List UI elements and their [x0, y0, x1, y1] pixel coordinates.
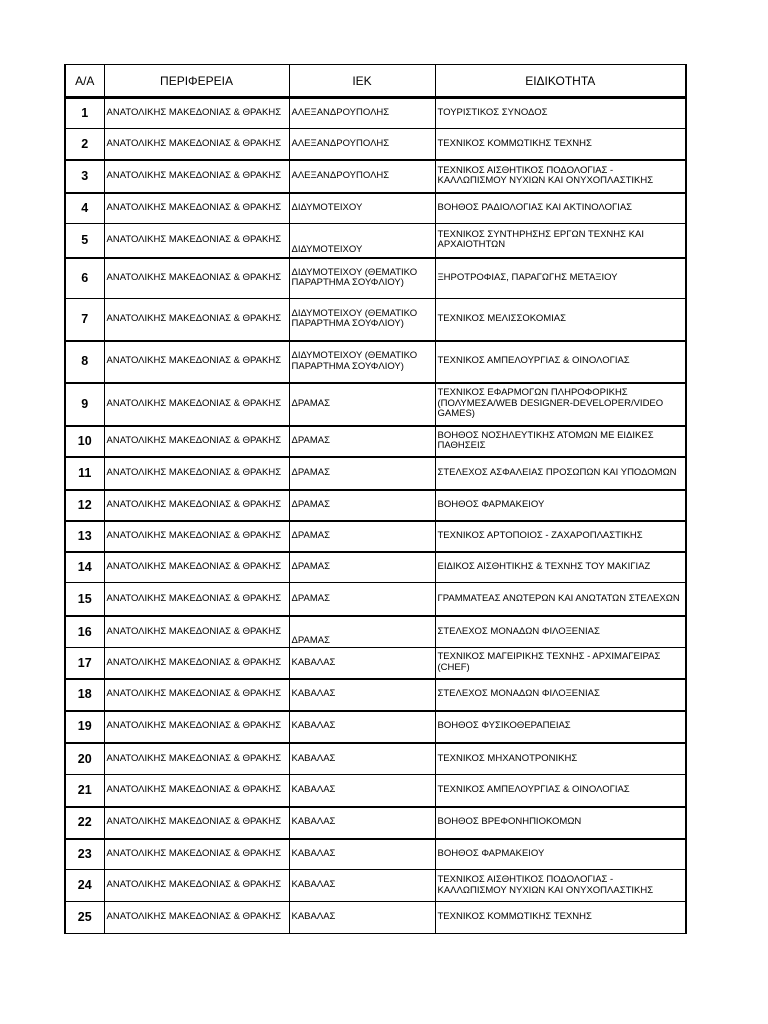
row-region: ΑΝΑΤΟΛΙΚΗΣ ΜΑΚΕΔΟΝΙΑΣ & ΘΡΑΚΗΣ — [104, 258, 289, 299]
row-region: ΑΝΑΤΟΛΙΚΗΣ ΜΑΚΕΔΟΝΙΑΣ & ΘΡΑΚΗΣ — [104, 870, 289, 902]
row-region: ΑΝΑΤΟΛΙΚΗΣ ΜΑΚΕΔΟΝΙΑΣ & ΘΡΑΚΗΣ — [104, 679, 289, 711]
row-specialty: ΒΟΗΘΟΣ ΡΑΔΙΟΛΟΓΙΑΣ ΚΑΙ ΑΚΤΙΝΟΛΟΓΙΑΣ — [435, 193, 686, 224]
row-specialty: ΤΕΧΝΙΚΟΣ ΣΥΝΤΗΡΗΣΗΣ ΕΡΓΩΝ ΤΕΧΝΗΣ ΚΑΙ ΑΡΧΑΙΟΤΗΤΩΝ — [435, 224, 686, 258]
row-iek: ΔΡΑΜΑΣ — [289, 426, 435, 457]
table-row — [65, 490, 686, 521]
table-row — [65, 552, 686, 583]
header-aa: Α/Α — [65, 65, 104, 98]
table-row — [65, 616, 686, 648]
row-number: 5 — [65, 224, 104, 258]
row-region: ΑΝΑΤΟΛΙΚΗΣ ΜΑΚΕΔΟΝΙΑΣ & ΘΡΑΚΗΣ — [104, 129, 289, 160]
row-number: 19 — [65, 711, 104, 743]
row-specialty: ΒΟΗΘΟΣ ΦΑΡΜΑΚΕΙΟΥ — [435, 839, 686, 870]
table-row — [65, 258, 686, 299]
row-region: ΑΝΑΤΟΛΙΚΗΣ ΜΑΚΕΔΟΝΙΑΣ & ΘΡΑΚΗΣ — [104, 743, 289, 775]
row-iek: ΚΑΒΑΛΑΣ — [289, 839, 435, 870]
row-number: 22 — [65, 807, 104, 839]
table-row — [65, 711, 686, 743]
row-iek: ΔΡΑΜΑΣ — [289, 552, 435, 583]
row-iek: ΚΑΒΑΛΑΣ — [289, 711, 435, 743]
row-specialty: ΤΕΧΝΙΚΟΣ ΑΡΤΟΠΟΙΟΣ - ΖΑΧΑΡΟΠΛΑΣΤΙΚΗΣ — [435, 521, 686, 552]
row-specialty: ΤΕΧΝΙΚΟΣ ΑΙΣΘΗΤΙΚΟΣ ΠΟΔΟΛΟΓΙΑΣ - ΚΑΛΛΩΠΙΣΜΟΥ ΝΥΧΙΩΝ ΚΑΙ ΟΝΥΧΟΠΛΑΣΤΙΚΗΣ — [435, 870, 686, 902]
row-specialty: ΤΟΥΡΙΣΤΙΚΟΣ ΣΥΝΟΔΟΣ — [435, 98, 686, 129]
row-specialty: ΒΟΗΘΟΣ ΦΑΡΜΑΚΕΙΟΥ — [435, 490, 686, 521]
table-row — [65, 341, 686, 383]
row-region: ΑΝΑΤΟΛΙΚΗΣ ΜΑΚΕΔΟΝΙΑΣ & ΘΡΑΚΗΣ — [104, 457, 289, 490]
table-row — [65, 160, 686, 193]
row-region: ΑΝΑΤΟΛΙΚΗΣ ΜΑΚΕΔΟΝΙΑΣ & ΘΡΑΚΗΣ — [104, 341, 289, 383]
row-specialty: ΒΟΗΘΟΣ ΦΥΣΙΚΟΘΕΡΑΠΕΙΑΣ — [435, 711, 686, 743]
row-region: ΑΝΑΤΟΛΙΚΗΣ ΜΑΚΕΔΟΝΙΑΣ & ΘΡΑΚΗΣ — [104, 711, 289, 743]
row-iek: ΚΑΒΑΛΑΣ — [289, 807, 435, 839]
row-number: 13 — [65, 521, 104, 552]
row-number: 1 — [65, 98, 104, 129]
row-specialty: ΣΤΕΛΕΧΟΣ ΜΟΝΑΔΩΝ ΦΙΛΟΞΕΝΙΑΣ — [435, 679, 686, 711]
row-iek: ΔΡΑΜΑΣ — [289, 383, 435, 426]
row-specialty: ΤΕΧΝΙΚΟΣ ΑΙΣΘΗΤΙΚΟΣ ΠΟΔΟΛΟΓΙΑΣ - ΚΑΛΛΩΠΙΣΜΟΥ ΝΥΧΙΩΝ ΚΑΙ ΟΝΥΧΟΠΛΑΣΤΙΚΗΣ — [435, 160, 686, 193]
row-number: 6 — [65, 258, 104, 299]
row-iek: ΔΙΔΥΜΟΤΕΙΧΟΥ — [289, 224, 435, 258]
row-iek: ΚΑΒΑΛΑΣ — [289, 870, 435, 902]
row-iek: ΔΙΔΥΜΟΤΕΙΧΟΥ — [289, 193, 435, 224]
table-row — [65, 383, 686, 426]
row-number: 21 — [65, 775, 104, 807]
row-iek: ΔΙΔΥΜΟΤΕΙΧΟΥ (ΘΕΜΑΤΙΚΟ ΠΑΡΑΡΤΗΜΑ ΣΟΥΦΛΙΟΥ) — [289, 299, 435, 341]
row-number: 16 — [65, 616, 104, 648]
header-region: ΠΕΡΙΦΕΡΕΙΑ — [104, 65, 289, 98]
table-row — [65, 743, 686, 775]
row-region: ΑΝΑΤΟΛΙΚΗΣ ΜΑΚΕΔΟΝΙΑΣ & ΘΡΑΚΗΣ — [104, 648, 289, 679]
table-row — [65, 679, 686, 711]
row-region: ΑΝΑΤΟΛΙΚΗΣ ΜΑΚΕΔΟΝΙΑΣ & ΘΡΑΚΗΣ — [104, 193, 289, 224]
row-specialty: ΤΕΧΝΙΚΟΣ ΚΟΜΜΩΤΙΚΗΣ ΤΕΧΝΗΣ — [435, 129, 686, 160]
row-region: ΑΝΑΤΟΛΙΚΗΣ ΜΑΚΕΔΟΝΙΑΣ & ΘΡΑΚΗΣ — [104, 839, 289, 870]
row-number: 3 — [65, 160, 104, 193]
table-row — [65, 775, 686, 807]
row-iek: ΑΛΕΞΑΝΔΡΟΥΠΟΛΗΣ — [289, 98, 435, 129]
row-region: ΑΝΑΤΟΛΙΚΗΣ ΜΑΚΕΔΟΝΙΑΣ & ΘΡΑΚΗΣ — [104, 426, 289, 457]
table-row — [65, 98, 686, 129]
row-specialty: ΒΟΗΘΟΣ ΝΟΣΗΛΕΥΤΙΚΗΣ ΑΤΟΜΩΝ ΜΕ ΕΙΔΙΚΕΣ ΠΑΘΗΣΕΙΣ — [435, 426, 686, 457]
row-specialty: ΓΡΑΜΜΑΤΕΑΣ ΑΝΩΤΕΡΩΝ ΚΑΙ ΑΝΩΤΑΤΩΝ ΣΤΕΛΕΧΩΝ — [435, 583, 686, 616]
row-number: 7 — [65, 299, 104, 341]
row-iek: ΑΛΕΞΑΝΔΡΟΥΠΟΛΗΣ — [289, 160, 435, 193]
table-row — [65, 870, 686, 902]
row-iek: ΔΡΑΜΑΣ — [289, 583, 435, 616]
row-specialty: ΕΙΔΙΚΟΣ ΑΙΣΘΗΤΙΚΗΣ & ΤΕΧΝΗΣ ΤΟΥ ΜΑΚΙΓΙΑΖ — [435, 552, 686, 583]
row-region: ΑΝΑΤΟΛΙΚΗΣ ΜΑΚΕΔΟΝΙΑΣ & ΘΡΑΚΗΣ — [104, 521, 289, 552]
table-row — [65, 521, 686, 552]
row-number: 12 — [65, 490, 104, 521]
row-region: ΑΝΑΤΟΛΙΚΗΣ ΜΑΚΕΔΟΝΙΑΣ & ΘΡΑΚΗΣ — [104, 583, 289, 616]
row-region: ΑΝΑΤΟΛΙΚΗΣ ΜΑΚΕΔΟΝΙΑΣ & ΘΡΑΚΗΣ — [104, 160, 289, 193]
row-iek: ΚΑΒΑΛΑΣ — [289, 679, 435, 711]
header-specialty: ΕΙΔΙΚΟΤΗΤΑ — [435, 65, 686, 98]
table-row — [65, 426, 686, 457]
table-row — [65, 807, 686, 839]
row-region: ΑΝΑΤΟΛΙΚΗΣ ΜΑΚΕΔΟΝΙΑΣ & ΘΡΑΚΗΣ — [104, 775, 289, 807]
row-specialty: ΤΕΧΝΙΚΟΣ ΚΟΜΜΩΤΙΚΗΣ ΤΕΧΝΗΣ — [435, 902, 686, 934]
row-iek: ΔΡΑΜΑΣ — [289, 457, 435, 490]
row-number: 8 — [65, 341, 104, 383]
row-specialty: ΤΕΧΝΙΚΟΣ ΕΦΑΡΜΟΓΩΝ ΠΛΗΡΟΦΟΡΙΚΗΣ (ΠΟΛΥΜΕΣΑ/WEB DESIGNER-DEVELOPER/VIDEO GAMES) — [435, 383, 686, 426]
row-specialty: ΣΤΕΛΕΧΟΣ ΑΣΦΑΛΕΙΑΣ ΠΡΟΣΩΠΩΝ ΚΑΙ ΥΠΟΔΟΜΩΝ — [435, 457, 686, 490]
row-iek: ΚΑΒΑΛΑΣ — [289, 648, 435, 679]
table-row — [65, 839, 686, 870]
row-specialty: ΤΕΧΝΙΚΟΣ ΜΑΓΕΙΡΙΚΗΣ ΤΕΧΝΗΣ - ΑΡΧΙΜΑΓΕΙΡΑΣ (CHEF) — [435, 648, 686, 679]
row-number: 20 — [65, 743, 104, 775]
row-number: 9 — [65, 383, 104, 426]
row-iek: ΔΡΑΜΑΣ — [289, 521, 435, 552]
programs-table — [64, 64, 687, 934]
row-number: 2 — [65, 129, 104, 160]
table-row — [65, 902, 686, 934]
row-specialty: ΤΕΧΝΙΚΟΣ ΜΗΧΑΝΟΤΡΟΝΙΚΗΣ — [435, 743, 686, 775]
table-header-row — [65, 65, 686, 98]
row-number: 11 — [65, 457, 104, 490]
row-specialty: ΒΟΗΘΟΣ ΒΡΕΦΟΝΗΠΙΟΚΟΜΩΝ — [435, 807, 686, 839]
row-region: ΑΝΑΤΟΛΙΚΗΣ ΜΑΚΕΔΟΝΙΑΣ & ΘΡΑΚΗΣ — [104, 490, 289, 521]
row-iek: ΚΑΒΑΛΑΣ — [289, 743, 435, 775]
row-region: ΑΝΑΤΟΛΙΚΗΣ ΜΑΚΕΔΟΝΙΑΣ & ΘΡΑΚΗΣ — [104, 98, 289, 129]
row-number: 14 — [65, 552, 104, 583]
row-region: ΑΝΑΤΟΛΙΚΗΣ ΜΑΚΕΔΟΝΙΑΣ & ΘΡΑΚΗΣ — [104, 383, 289, 426]
table-row — [65, 129, 686, 160]
row-specialty: ΤΕΧΝΙΚΟΣ ΑΜΠΕΛΟΥΡΓΙΑΣ & ΟΙΝΟΛΟΓΙΑΣ — [435, 775, 686, 807]
row-specialty: ΤΕΧΝΙΚΟΣ ΜΕΛΙΣΣΟΚΟΜΙΑΣ — [435, 299, 686, 341]
row-iek: ΔΡΑΜΑΣ — [289, 616, 435, 648]
row-region: ΑΝΑΤΟΛΙΚΗΣ ΜΑΚΕΔΟΝΙΑΣ & ΘΡΑΚΗΣ — [104, 299, 289, 341]
row-iek: ΚΑΒΑΛΑΣ — [289, 902, 435, 934]
row-number: 24 — [65, 870, 104, 902]
row-number: 25 — [65, 902, 104, 934]
row-region: ΑΝΑΤΟΛΙΚΗΣ ΜΑΚΕΔΟΝΙΑΣ & ΘΡΑΚΗΣ — [104, 224, 289, 258]
row-region: ΑΝΑΤΟΛΙΚΗΣ ΜΑΚΕΔΟΝΙΑΣ & ΘΡΑΚΗΣ — [104, 616, 289, 648]
row-iek: ΔΙΔΥΜΟΤΕΙΧΟΥ (ΘΕΜΑΤΙΚΟ ΠΑΡΑΡΤΗΜΑ ΣΟΥΦΛΙΟΥ) — [289, 341, 435, 383]
row-number: 18 — [65, 679, 104, 711]
row-specialty: ΣΤΕΛΕΧΟΣ ΜΟΝΑΔΩΝ ΦΙΛΟΞΕΝΙΑΣ — [435, 616, 686, 648]
table-row — [65, 457, 686, 490]
row-number: 4 — [65, 193, 104, 224]
row-number: 23 — [65, 839, 104, 870]
table-row — [65, 224, 686, 258]
header-iek: ΙΕΚ — [289, 65, 435, 98]
row-region: ΑΝΑΤΟΛΙΚΗΣ ΜΑΚΕΔΟΝΙΑΣ & ΘΡΑΚΗΣ — [104, 807, 289, 839]
row-region: ΑΝΑΤΟΛΙΚΗΣ ΜΑΚΕΔΟΝΙΑΣ & ΘΡΑΚΗΣ — [104, 552, 289, 583]
row-number: 10 — [65, 426, 104, 457]
table-row — [65, 583, 686, 616]
row-number: 17 — [65, 648, 104, 679]
row-number: 15 — [65, 583, 104, 616]
table-row — [65, 193, 686, 224]
row-region: ΑΝΑΤΟΛΙΚΗΣ ΜΑΚΕΔΟΝΙΑΣ & ΘΡΑΚΗΣ — [104, 902, 289, 934]
row-specialty: ΞΗΡΟΤΡΟΦΙΑΣ, ΠΑΡΑΓΩΓΗΣ ΜΕΤΑΞΙΟΥ — [435, 258, 686, 299]
row-iek: ΔΙΔΥΜΟΤΕΙΧΟΥ (ΘΕΜΑΤΙΚΟ ΠΑΡΑΡΤΗΜΑ ΣΟΥΦΛΙΟΥ) — [289, 258, 435, 299]
row-iek: ΚΑΒΑΛΑΣ — [289, 775, 435, 807]
row-iek: ΑΛΕΞΑΝΔΡΟΥΠΟΛΗΣ — [289, 129, 435, 160]
table-row — [65, 299, 686, 341]
row-specialty: ΤΕΧΝΙΚΟΣ ΑΜΠΕΛΟΥΡΓΙΑΣ & ΟΙΝΟΛΟΓΙΑΣ — [435, 341, 686, 383]
row-iek: ΔΡΑΜΑΣ — [289, 490, 435, 521]
table-row — [65, 648, 686, 679]
